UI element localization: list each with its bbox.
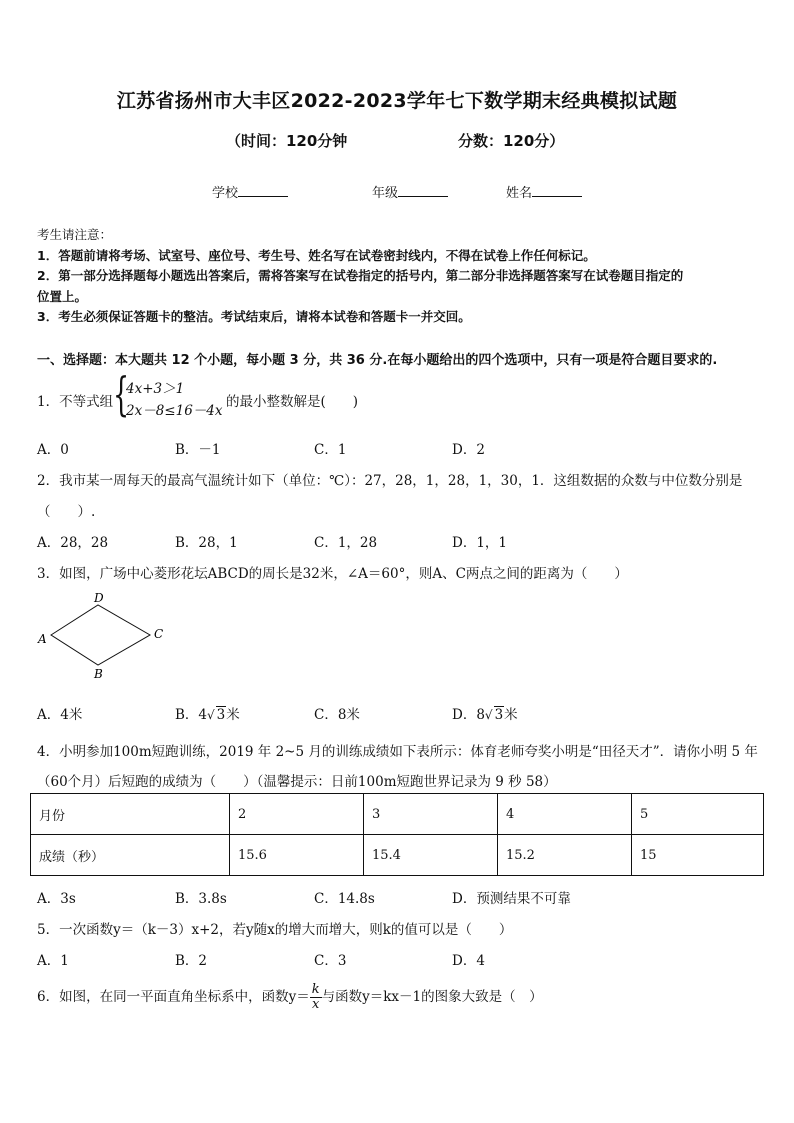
- fraction-k-over-x: $\frac{k}{x}$: [311, 982, 320, 1012]
- q1-option-d: D．2: [452, 442, 485, 458]
- vertex-label-c: C: [154, 627, 164, 641]
- q1-inequality-2: 2x－8≤16－4x: [126, 403, 223, 419]
- exam-time: （时间：120分钟: [226, 132, 348, 150]
- grade-blank: [398, 184, 448, 197]
- q6-middle: 与函数y＝kx－1: [321, 989, 422, 1005]
- q1-option-a: A．0: [37, 442, 69, 458]
- q5-option-b: B．2: [175, 953, 208, 969]
- name-label: 姓名: [506, 186, 533, 201]
- school-blank: [238, 184, 288, 197]
- table-cell: 月份: [31, 794, 230, 835]
- training-table: [30, 793, 764, 876]
- q3-option-d: D．8√ 3米: [452, 707, 518, 723]
- table-row: [31, 794, 764, 835]
- school-field: [212, 182, 288, 201]
- notice-item: 3．考生必须保证答题卡的整洁。考试结束后，请将本试卷和答题卡一并交回。: [37, 309, 471, 324]
- q3-option-b: B．4√ 3米: [175, 707, 240, 723]
- vertex-label-a: A: [38, 632, 47, 646]
- school-label: 学校: [212, 186, 239, 201]
- brace-symbol: {: [113, 367, 130, 421]
- section-heading: 一、选择题：本大题共 12 个小题，每小题 3 分，共 36 分.在每小题给出的四个选项中，只有一项是符合题目要求的.: [37, 353, 718, 368]
- notice-item: 2．第一部分选择题每小题选出答案后，需将答案写在试卷指定的括号内，第二部分非选择题答案写在试卷题目指定的: [37, 268, 684, 283]
- q3-option-c: C．8米: [314, 707, 360, 723]
- q4-option-a: A．3s: [37, 891, 76, 907]
- q2-text: 2．我市某一周每天的最高气温统计如下（单位：℃）：27，28，1，28，1，30，1．这组数据的众数与中位数分别是: [37, 473, 743, 489]
- q6-text: [37, 983, 543, 1012]
- q2-option-c: C．1，28: [314, 535, 378, 551]
- table-cell: 15.6: [230, 835, 364, 876]
- table-cell: 15.4: [364, 835, 498, 876]
- q6-prefix: 6．如图，在同一平面直角坐标系中，函数y＝: [37, 989, 310, 1005]
- q3-text: 3．如图，广场中心菱形花坛ABCD的周长是32米，∠A＝60°，则A、C两点之间的距离为（ ）: [37, 566, 628, 582]
- q4-option-b: B．3.8s: [175, 891, 227, 907]
- table-cell: 5: [632, 794, 764, 835]
- q4-text-cont: （60个月）后短跑的成绩为（ ）（温馨提示：日前100m短跑世界记录为 9 秒 58）: [37, 774, 557, 790]
- q5-option-d: D．4: [452, 953, 485, 969]
- q2-option-a: A．28，28: [37, 535, 109, 551]
- exam-title: 江苏省扬州市大丰区2022-2023学年七下数学期末经典模拟试题: [116, 90, 678, 112]
- q1-option-b: B．－1: [175, 442, 221, 458]
- q2-option-d: D．1，1: [452, 535, 508, 551]
- q4-option-d: D．预测结果不可靠: [452, 891, 571, 907]
- table-cell: 成绩（秒）: [31, 835, 230, 876]
- grade-field: [372, 182, 448, 201]
- table-cell: 3: [364, 794, 498, 835]
- rhombus-shape: [51, 605, 150, 665]
- exam-score: 分数：120分）: [458, 132, 565, 150]
- q2-option-b: B．28，1: [175, 535, 238, 551]
- vertex-label-b: B: [94, 667, 103, 681]
- q1-suffix: 的最小整数解是( ): [226, 394, 359, 410]
- q4-text: 4．小明参加100m短跑训练，2019 年 2~5 月的训练成绩如下表所示：体育老师夸奖小明是“田径天才”．请你小明 5 年: [37, 744, 758, 760]
- table-cell: 15.2: [498, 835, 632, 876]
- q4-option-c: C．14.8s: [314, 891, 375, 907]
- table-cell: 4: [498, 794, 632, 835]
- q1-prefix: 1．不等式组: [37, 394, 114, 410]
- rhombus-figure: [34, 588, 174, 684]
- q1-inequality-1: 4x+3＞1: [126, 381, 185, 397]
- vertex-label-d: D: [94, 591, 104, 605]
- notice-item: 位置上。: [37, 289, 88, 304]
- q5-option-c: C．3: [314, 953, 347, 969]
- name-field: [506, 182, 582, 201]
- table-cell: 15: [632, 835, 764, 876]
- q5-text: 5．一次函数y＝（k－3）x+2，若y随x的增大而增大，则k的值可以是（ ）: [37, 922, 513, 938]
- table-row: [31, 835, 764, 876]
- notice-item: 1．答题前请将考场、试室号、座位号、考生号、姓名写在试卷密封线内，不得在试卷上作任何标记。: [37, 248, 596, 263]
- q2-text-cont: （ ）.: [37, 504, 96, 520]
- grade-label: 年级: [372, 186, 399, 201]
- q6-suffix: 的图象大致是（ ）: [421, 989, 543, 1005]
- q1-option-c: C．1: [314, 442, 347, 458]
- q3-option-a: A．4米: [37, 707, 83, 723]
- q5-option-a: A．1: [37, 953, 69, 969]
- table-cell: 2: [230, 794, 364, 835]
- notice-heading: 考生请注意：: [37, 227, 113, 242]
- name-blank: [532, 184, 582, 197]
